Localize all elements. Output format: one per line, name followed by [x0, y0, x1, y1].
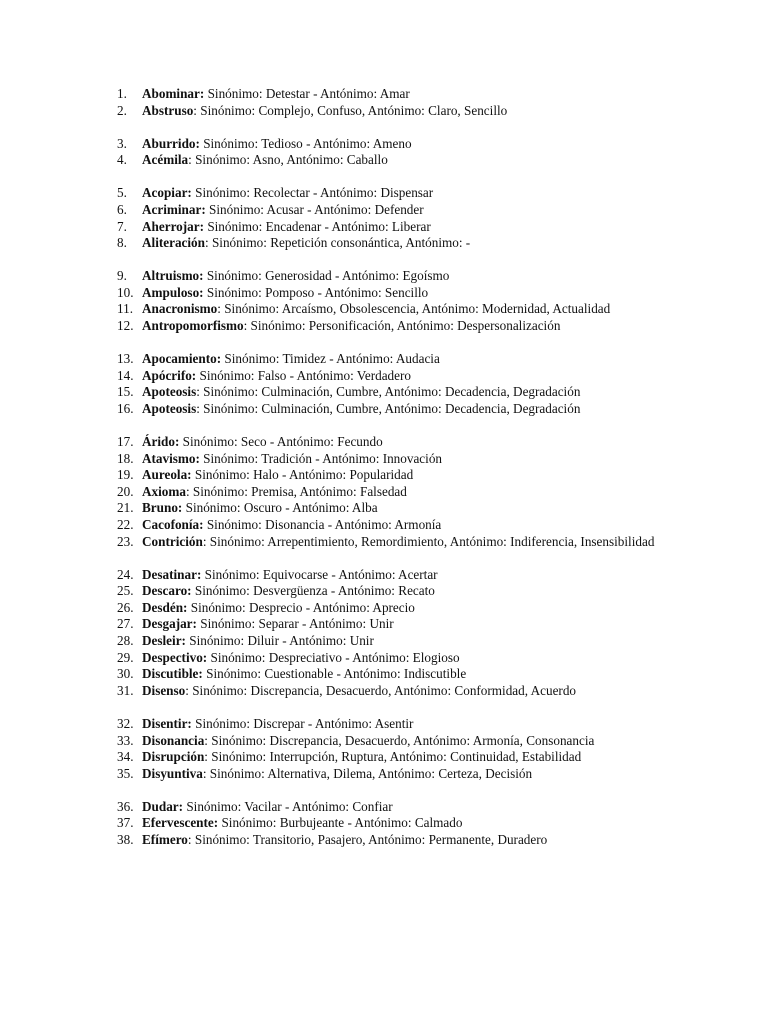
item-definition: Sinónimo: Falso - Antónimo: Verdadero — [196, 367, 411, 383]
item-term: Aliteración — [142, 235, 205, 251]
item-term: Apócrifo: — [142, 367, 197, 383]
item-definition: : Sinónimo: Complejo, Confuso, Antónimo: Claro, Sencillo — [193, 102, 508, 118]
item-term: Disonancia — [142, 732, 205, 748]
item-number: 9. — [117, 268, 127, 284]
item-number: 34. — [117, 749, 134, 765]
item-definition: : Sinónimo: Asno, Antónimo: Caballo — [188, 152, 388, 168]
item-number: 13. — [117, 351, 134, 367]
list-item — [0, 484, 658, 501]
list-group — [0, 434, 768, 550]
item-number: 35. — [117, 765, 134, 781]
item-term: Descaro: — [142, 583, 192, 599]
item-number: 3. — [117, 135, 127, 151]
item-term: Desatinar: — [142, 566, 202, 582]
list-item — [0, 202, 658, 219]
item-definition: Sinónimo: Cuestionable - Antónimo: Indiscutible — [202, 666, 467, 682]
list-item — [0, 683, 658, 700]
list-item — [0, 467, 658, 484]
item-term: Disenso — [142, 682, 186, 698]
item-term: Disrupción — [142, 749, 205, 765]
item-definition: Sinónimo: Acusar - Antónimo: Defender — [205, 201, 424, 217]
list-item — [0, 534, 658, 551]
item-term: Aherrojar: — [142, 218, 205, 234]
list-group — [0, 86, 768, 119]
list-item — [0, 799, 658, 816]
item-term: Efímero — [142, 831, 188, 847]
list-item — [0, 600, 658, 617]
item-number: 38. — [117, 831, 134, 847]
list-item — [0, 368, 658, 385]
item-number: 7. — [117, 218, 127, 234]
item-definition: Sinónimo: Burbujeante - Antónimo: Calmado — [218, 815, 463, 831]
item-number: 15. — [117, 384, 134, 400]
item-term: Contrición — [142, 533, 203, 549]
item-definition: Sinónimo: Generosidad - Antónimo: Egoísmo — [203, 268, 450, 284]
item-definition: : Sinónimo: Alternativa, Dilema, Antónimo: Certeza, Decisión — [202, 765, 533, 781]
item-number: 10. — [117, 284, 134, 300]
list-item — [0, 500, 658, 517]
item-definition: : Sinónimo: Culminación, Cumbre, Antónimo: Decadencia, Degradación — [196, 384, 581, 400]
list-item — [0, 815, 658, 832]
item-definition: : Sinónimo: Repetición consonántica, Antónimo: - — [205, 235, 471, 251]
item-number: 37. — [117, 815, 134, 831]
item-term: Disyuntiva — [142, 765, 203, 781]
list-item — [0, 285, 658, 302]
item-term: Bruno: — [142, 500, 183, 516]
item-definition: Sinónimo: Separar - Antónimo: Unir — [196, 616, 394, 632]
item-term: Disentir: — [142, 715, 192, 731]
list-item — [0, 219, 658, 236]
list-item — [0, 616, 658, 633]
list-group — [0, 716, 768, 782]
item-definition: : Sinónimo: Personificación, Antónimo: Despersonalización — [243, 318, 561, 334]
item-number: 8. — [117, 235, 127, 251]
item-number: 31. — [117, 682, 134, 698]
item-number: 24. — [117, 566, 134, 582]
item-term: Apoteosis — [142, 384, 197, 400]
list-item — [0, 103, 658, 120]
item-number: 6. — [117, 201, 127, 217]
list-item — [0, 749, 658, 766]
item-definition: Sinónimo: Diluir - Antónimo: Unir — [185, 633, 374, 649]
item-definition: Sinónimo: Timidez - Antónimo: Audacia — [221, 351, 440, 367]
list-item — [0, 235, 658, 252]
item-term: Dudar: — [142, 798, 184, 814]
item-definition: Sinónimo: Despreciativo - Antónimo: Elogioso — [207, 649, 460, 665]
list-group — [0, 567, 768, 700]
item-definition: : Sinónimo: Interrupción, Ruptura, Antónimo: Continuidad, Estabilidad — [204, 749, 582, 765]
item-number: 21. — [117, 500, 134, 516]
list-item — [0, 633, 658, 650]
item-term: Cacofonía: — [142, 516, 204, 532]
item-term: Abominar: — [142, 86, 205, 101]
list-item — [0, 451, 658, 468]
item-number: 5. — [117, 185, 127, 201]
item-term: Efervescente: — [142, 815, 219, 831]
list-group — [0, 136, 768, 169]
list-item — [0, 401, 658, 418]
list-item — [0, 136, 658, 153]
item-number: 1. — [117, 86, 127, 101]
list-item — [0, 716, 658, 733]
item-number: 26. — [117, 599, 134, 615]
item-term: Atavismo: — [142, 450, 200, 466]
item-number: 12. — [117, 318, 134, 334]
list-item — [0, 351, 658, 368]
item-number: 18. — [117, 450, 134, 466]
item-definition: Sinónimo: Halo - Antónimo: Popularidad — [191, 467, 414, 483]
item-definition: Sinónimo: Disonancia - Antónimo: Armonía — [203, 516, 442, 532]
item-number: 29. — [117, 649, 134, 665]
item-number: 20. — [117, 483, 134, 499]
list-item — [0, 766, 658, 783]
item-term: Aburrido: — [142, 135, 200, 151]
list-item — [0, 666, 658, 683]
item-term: Axioma — [142, 483, 186, 499]
item-term: Abstruso — [142, 102, 194, 118]
item-definition: Sinónimo: Desvergüenza - Antónimo: Recato — [191, 583, 435, 599]
item-definition: : Sinónimo: Culminación, Cumbre, Antónimo: Decadencia, Degradación — [196, 400, 581, 416]
item-term: Apocamiento: — [142, 351, 222, 367]
item-term: Antropomorfismo — [142, 318, 244, 334]
item-term: Despectivo: — [142, 649, 208, 665]
item-definition: Sinónimo: Encadenar - Antónimo: Liberar — [204, 218, 431, 234]
item-term: Discutible: — [142, 666, 203, 682]
item-definition: Sinónimo: Seco - Antónimo: Fecundo — [179, 434, 383, 449]
item-term: Desgajar: — [142, 616, 197, 632]
item-term: Ampuloso: — [142, 284, 204, 300]
item-number: 2. — [117, 102, 127, 118]
item-number: 17. — [117, 434, 134, 449]
list-item — [0, 384, 658, 401]
item-term: Acriminar: — [142, 201, 206, 217]
list-item — [0, 86, 658, 103]
item-definition: Sinónimo: Tedioso - Antónimo: Ameno — [199, 135, 412, 151]
list-item — [0, 301, 658, 318]
list-item — [0, 318, 658, 335]
item-definition: Sinónimo: Pomposo - Antónimo: Sencillo — [203, 284, 429, 300]
item-definition: Sinónimo: Recolectar - Antónimo: Dispensar — [191, 185, 434, 201]
list-group — [0, 351, 768, 417]
item-number: 33. — [117, 732, 134, 748]
list-item — [0, 832, 658, 849]
item-term: Acémila — [142, 152, 189, 168]
list-item — [0, 567, 658, 584]
item-definition: : Sinónimo: Discrepancia, Desacuerdo, Antónimo: Conformidad, Acuerdo — [185, 682, 577, 698]
list-item — [0, 733, 658, 750]
item-term: Desdén: — [142, 599, 188, 615]
item-definition: Sinónimo: Discrepar - Antónimo: Asentir — [191, 715, 414, 731]
item-term: Altruismo: — [142, 268, 204, 284]
item-definition: : Sinónimo: Arrepentimiento, Remordimiento, Antónimo: Indiferencia, Insensibilidad — [202, 533, 655, 549]
item-term: Desleir: — [142, 633, 186, 649]
item-term: Apoteosis — [142, 400, 197, 416]
list-item — [0, 583, 658, 600]
item-definition: Sinónimo: Oscuro - Antónimo: Alba — [182, 500, 378, 516]
item-term: Árido: — [142, 434, 180, 449]
item-number: 22. — [117, 516, 134, 532]
list-group — [0, 268, 768, 334]
item-number: 28. — [117, 633, 134, 649]
item-number: 27. — [117, 616, 134, 632]
item-number: 19. — [117, 467, 134, 483]
item-number: 4. — [117, 152, 127, 168]
item-definition: : Sinónimo: Transitorio, Pasajero, Antónimo: Permanente, Duradero — [187, 831, 548, 847]
item-term: Acopiar: — [142, 185, 192, 201]
item-definition: Sinónimo: Tradición - Antónimo: Innovación — [199, 450, 443, 466]
item-term: Anacronismo — [142, 301, 218, 317]
item-definition: Sinónimo: Equivocarse - Antónimo: Acertar — [201, 566, 438, 582]
item-definition: : Sinónimo: Discrepancia, Desacuerdo, Antónimo: Armonía, Consonancia — [204, 732, 595, 748]
item-number: 23. — [117, 533, 134, 549]
item-number: 25. — [117, 583, 134, 599]
document-page — [0, 86, 768, 849]
list-group — [0, 799, 768, 849]
list-group — [0, 185, 768, 251]
item-number: 16. — [117, 400, 134, 416]
list-item — [0, 517, 658, 534]
item-definition: : Sinónimo: Premisa, Antónimo: Falsedad — [185, 483, 407, 499]
list-item — [0, 185, 658, 202]
list-item — [0, 434, 658, 451]
list-item — [0, 650, 658, 667]
item-number: 30. — [117, 666, 134, 682]
item-definition: Sinónimo: Detestar - Antónimo: Amar — [204, 86, 410, 101]
list-item — [0, 268, 658, 285]
item-number: 14. — [117, 367, 134, 383]
list-item — [0, 152, 658, 169]
item-definition: Sinónimo: Vacilar - Antónimo: Confiar — [183, 798, 393, 814]
item-number: 11. — [117, 301, 133, 317]
item-number: 36. — [117, 798, 134, 814]
item-term: Aureola: — [142, 467, 192, 483]
item-number: 32. — [117, 715, 134, 731]
item-definition: Sinónimo: Desprecio - Antónimo: Aprecio — [187, 599, 415, 615]
item-definition: : Sinónimo: Arcaísmo, Obsolescencia, Antónimo: Modernidad, Actualidad — [217, 301, 611, 317]
